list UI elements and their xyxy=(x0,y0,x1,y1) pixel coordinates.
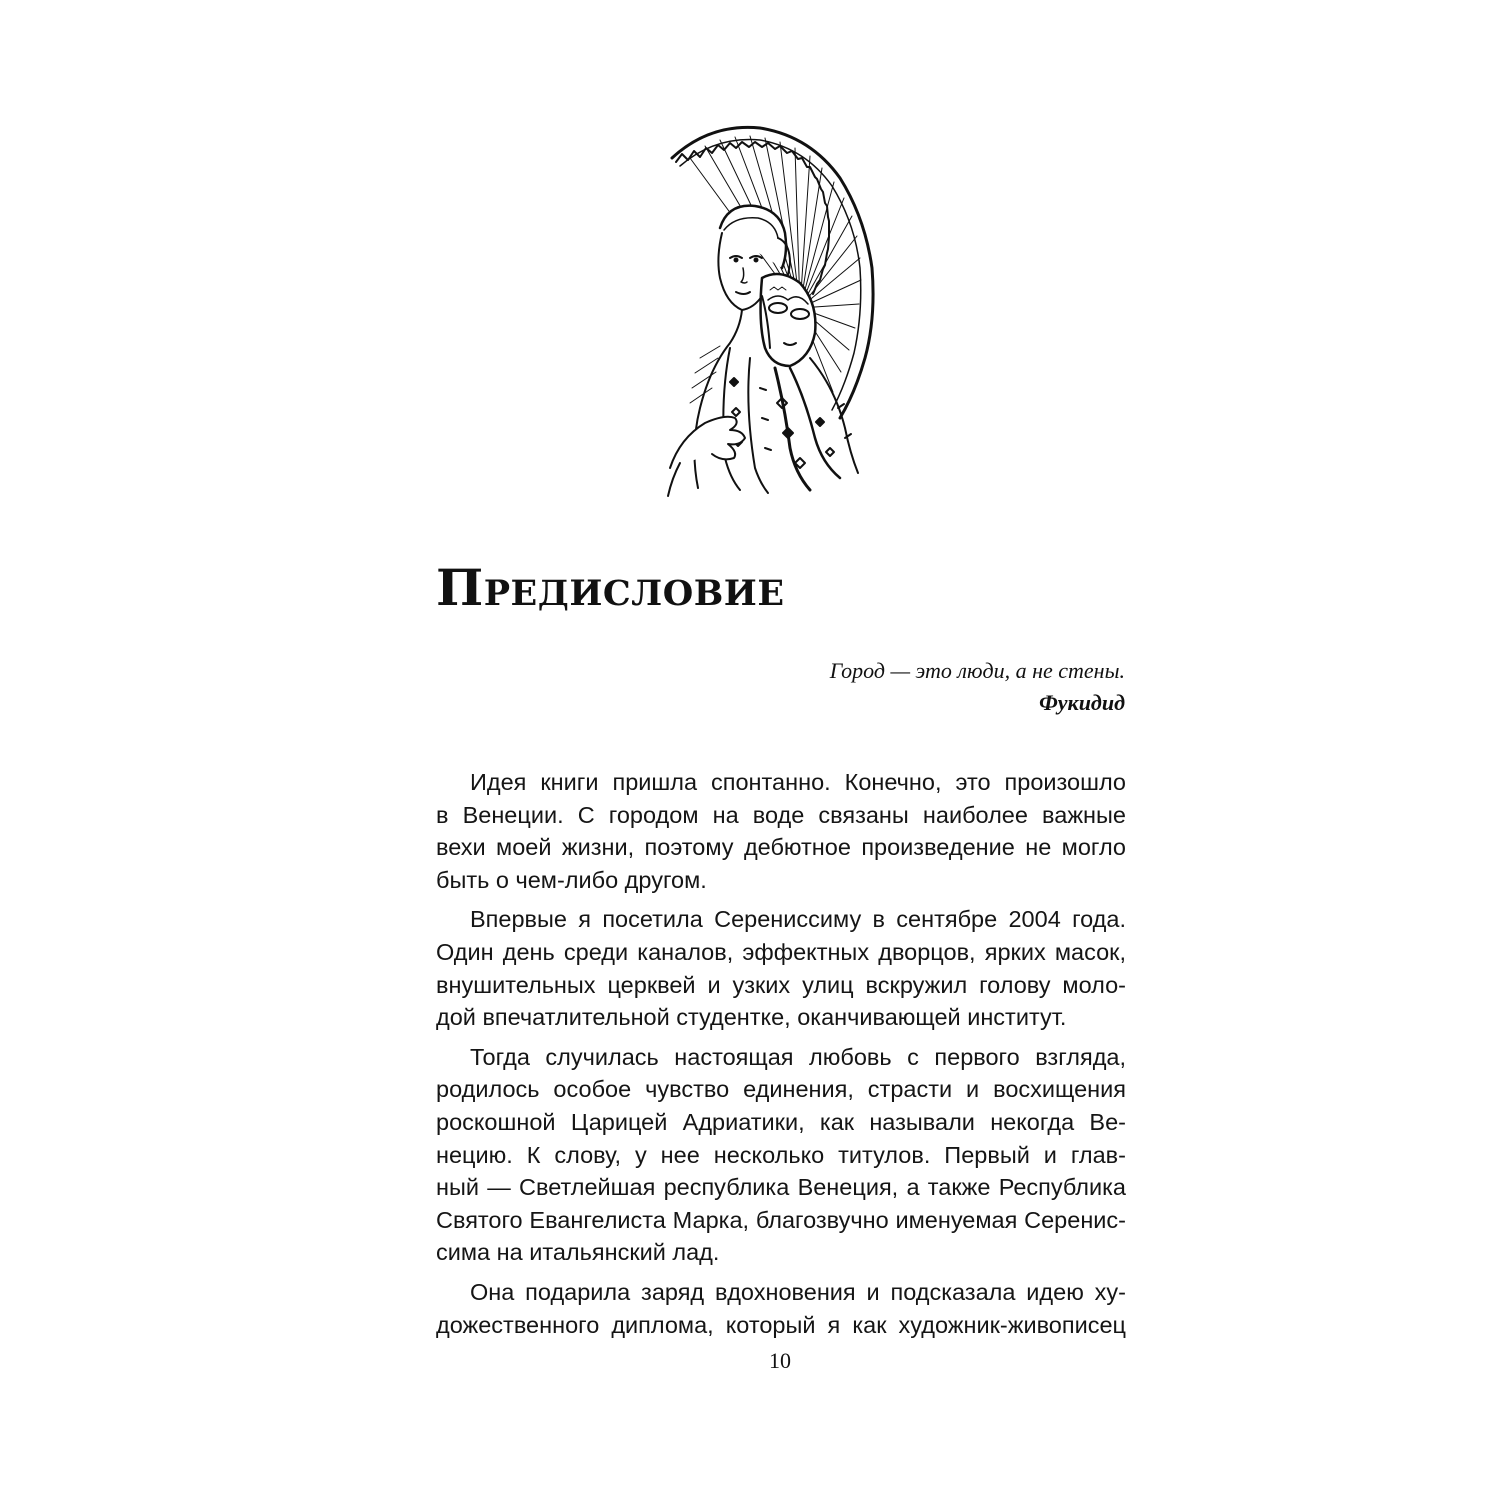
text-line: дожественного диплома, который я как художник-живописец xyxy=(436,1311,1126,1338)
paragraph xyxy=(436,1041,1126,1269)
text-line: Идея книги пришла спонтанно. Конечно, это произошло xyxy=(470,769,1126,795)
text-line: Тогда случилась настоящая любовь с первого взгляда, xyxy=(470,1043,1126,1070)
page-number: 10 xyxy=(769,1348,791,1373)
text-line: вехи моей жизни, поэтому дебютное произведение не могло xyxy=(436,834,1126,861)
text-line: роскошной Царицей Адриатики, как называли некогда Ве- xyxy=(436,1108,1126,1135)
text-line: внушительных церквей и узких улиц вскружил голову моло- xyxy=(436,971,1126,998)
paragraph xyxy=(436,1276,1126,1341)
epigraph-quote: Город — это люди, а не стены. xyxy=(829,658,1125,683)
text-line: нецию. К слову, у нее несколько титулов. Первый и глав- xyxy=(436,1141,1126,1168)
chapter-title: Предисловие xyxy=(436,558,785,617)
text-line: быть о чем-либо другом. xyxy=(436,866,707,893)
text-line: Святого Евангелиста Марка, благозвучно именуемая Серенис- xyxy=(436,1206,1126,1233)
text-line: Она подарила заряд вдохновения и подсказала идею ху- xyxy=(470,1278,1126,1305)
text-line: в Венеции. С городом на воде связаны наиболее важные xyxy=(436,801,1126,828)
text-line: Впервые я посетила Серениссиму в сентябре 2004 года. xyxy=(470,906,1126,933)
text-line: сима на итальянский лад. xyxy=(436,1239,720,1266)
epigraph-author: Фукидид xyxy=(1039,690,1125,715)
text-line: ный — Светлейшая республика Венеция, а также Республика xyxy=(436,1174,1126,1201)
epigraph xyxy=(525,655,1125,719)
body-text xyxy=(436,766,1126,1348)
text-line: дой впечатлительной студентке, оканчивающей институт. xyxy=(436,1004,1067,1031)
text-line: Один день среди каналов, эффектных дворцов, ярких масок, xyxy=(436,938,1126,965)
paragraph xyxy=(436,766,1126,896)
paragraph xyxy=(436,903,1126,1033)
text-line: родилось особое чувство единения, страсти и восхищения xyxy=(436,1076,1126,1103)
venetian-woman-illustration-icon xyxy=(650,118,880,498)
